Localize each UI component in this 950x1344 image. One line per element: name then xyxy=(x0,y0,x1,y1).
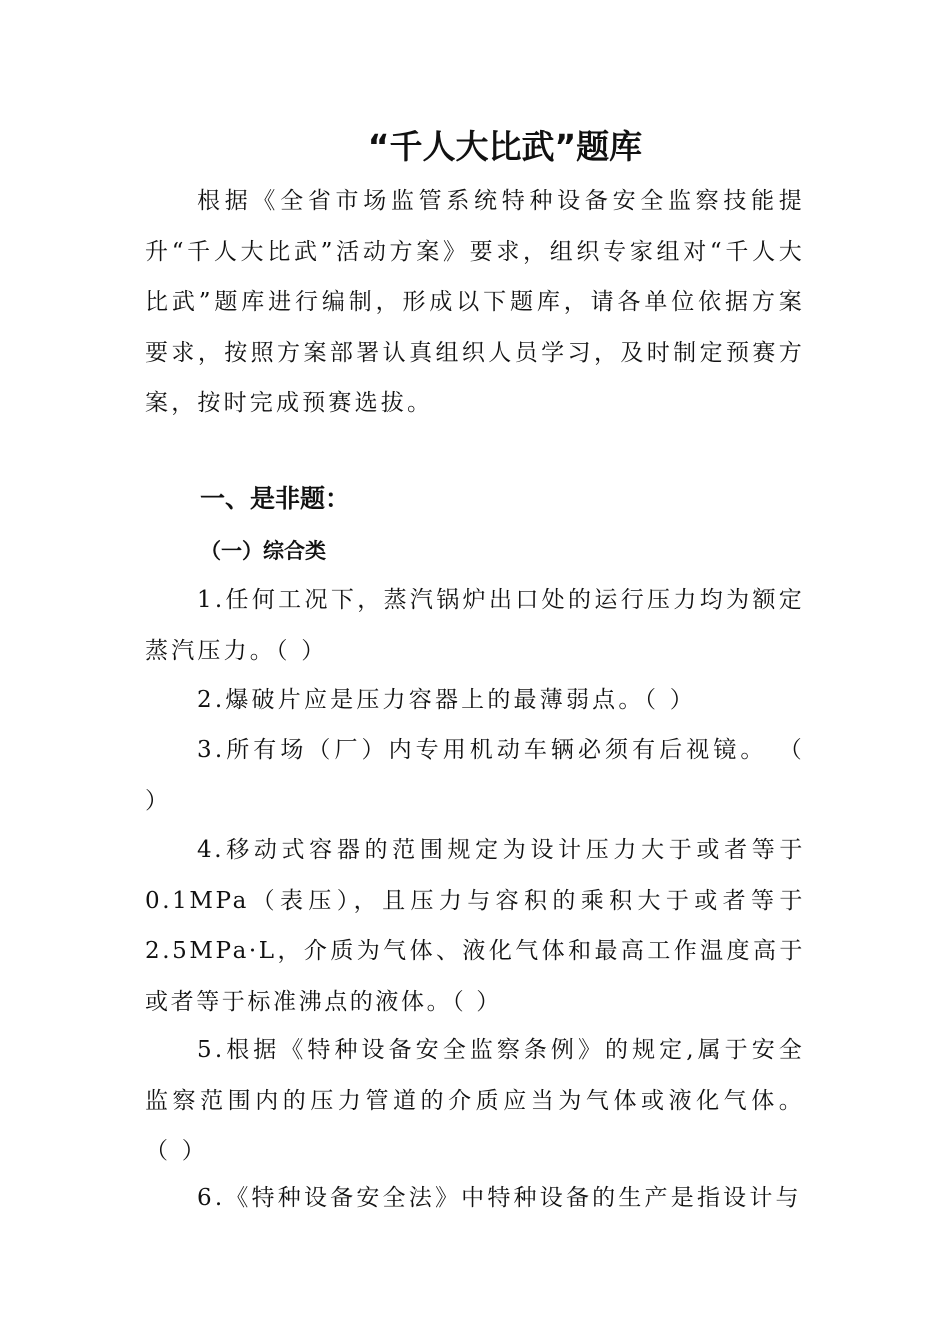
question-item: 3.所有场（厂）内专用机动车辆必须有后视镜。 （ ） xyxy=(145,737,805,814)
question-item: 4.移动式容器的范围规定为设计压力大于或者等于0.1MPa（表压），且压力与容积的乘积大于或者等于2.5MPa·L，介质为气体、液化气体和最高工作温度高于或者等于标准沸点的液体。（ ） xyxy=(145,837,805,1015)
question-item: 1.任何工况下，蒸汽锅炉出口处的运行压力均为额定蒸汽压力。（ ） xyxy=(145,587,805,664)
document-title: “千人大比武”题库 xyxy=(367,127,643,166)
question-item: 5.根据《特种设备安全监察条例》的规定,属于安全监察范围内的压力管道的介质应当为气体或液化气体。 （ ） xyxy=(145,1037,805,1164)
question-item: 2.爆破片应是压力容器上的最薄弱点。（ ） xyxy=(197,687,696,713)
intro-paragraph: 根据《全省市场监管系统特种设备安全监察技能提升“千人大比武”活动方案》要求，组织专家组对“千人大比武”题库进行编制，形成以下题库，请各单位依据方案要求，按照方案部署认真组织人员学习，及时制定预赛方案，按时完成预赛选拔。 xyxy=(145,188,805,416)
section-heading: 一、是非题： xyxy=(200,484,351,513)
question-item: 6.《特种设备安全法》中特种设备的生产是指设计与 xyxy=(197,1185,802,1211)
subsection-heading: （一）综合类 xyxy=(200,539,326,563)
